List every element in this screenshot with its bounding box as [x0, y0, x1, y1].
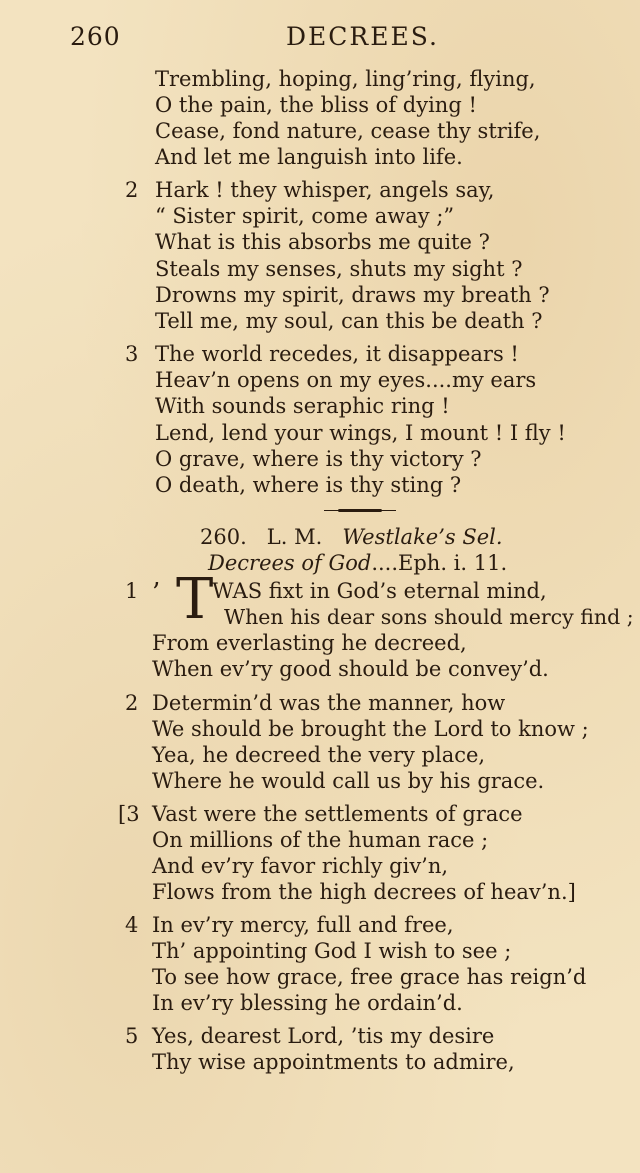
- verse-line: Drowns my spirit, draws my breath ?: [155, 283, 550, 307]
- verse-line: With sounds seraphic ring !: [155, 394, 450, 418]
- verse-line: In ev’ry blessing he ordain’d.: [152, 991, 463, 1015]
- page-header: [70, 22, 590, 62]
- verse-line: Yea, he decreed the very place,: [152, 743, 486, 767]
- hymn-number: 260.: [200, 525, 247, 549]
- verse-line: O death, where is thy sting ?: [155, 473, 462, 497]
- verse-line: Determin’d was the manner, how: [152, 691, 506, 715]
- verse-line: Heav’n opens on my eyes....my ears: [155, 368, 537, 392]
- verse-number: 5: [125, 1024, 139, 1048]
- hymn-tune: Westlake’s Sel.: [342, 525, 503, 549]
- verse-line: Vast were the settlements of grace: [152, 802, 523, 826]
- verse-line: And let me languish into life.: [155, 145, 463, 169]
- verse-number: 3: [125, 342, 139, 366]
- hymn-subject: Decrees of God: [208, 551, 372, 575]
- verse-line: Thy wise appointments to admire,: [152, 1050, 515, 1074]
- verse-line: To see how grace, free grace has reign’d: [152, 965, 587, 989]
- verse-line: “ Sister spirit, come away ;”: [155, 204, 455, 228]
- verse-line: Where he would call us by his grace.: [152, 769, 545, 793]
- verse-number: 1: [125, 579, 139, 603]
- verse-line: Steals my senses, shuts my sight ?: [155, 257, 523, 281]
- verse-line: From everlasting he decreed,: [152, 631, 467, 655]
- verse-number: 4: [125, 913, 139, 937]
- verse-number: [3: [118, 802, 140, 826]
- hymn-meter: L. M.: [266, 525, 323, 549]
- verse-line: Cease, fond nature, cease thy strife,: [155, 119, 541, 143]
- running-title: DECREES.: [286, 22, 439, 51]
- verse-line: Flows from the high decrees of heav’n.]: [152, 880, 576, 904]
- opening-apostrophe: ’: [152, 578, 161, 608]
- verse-line: We should be brought the Lord to know ;: [152, 717, 589, 741]
- hymn-subject-line: [208, 550, 507, 576]
- verse-line: The world recedes, it disappears !: [155, 342, 519, 366]
- verse-line: What is this absorbs me quite ?: [155, 230, 490, 254]
- verse-line: WAS fixt in God’s eternal mind,: [212, 579, 547, 603]
- verse-line: When his dear sons should mercy find ;: [224, 605, 634, 629]
- verse-line: And ev’ry favor richly giv’n,: [152, 854, 449, 878]
- verse-number: 2: [125, 691, 139, 715]
- verse-line: Tell me, my soul, can this be death ?: [155, 309, 543, 333]
- verse-line: When ev’ry good should be convey’d.: [152, 657, 549, 681]
- verse-number: 2: [125, 178, 139, 202]
- page-number: 260: [70, 22, 121, 51]
- verse-line: Yes, dearest Lord, ’tis my desire: [152, 1024, 495, 1048]
- hymn-reference: ....Eph. i. 11.: [371, 551, 508, 575]
- verse-line: O the pain, the bliss of dying !: [155, 93, 477, 117]
- drop-cap: T: [176, 567, 214, 632]
- verse-line: Th’ appointing God I wish to see ;: [152, 939, 512, 963]
- verse-line: Lend, lend your wings, I mount ! I fly !: [155, 421, 566, 445]
- verse-line: On millions of the human race ;: [152, 828, 489, 852]
- section-divider: [338, 509, 382, 512]
- verse-line: O grave, where is thy victory ?: [155, 447, 482, 471]
- verse-line: Hark ! they whisper, angels say,: [155, 178, 495, 202]
- verse-line: Trembling, hoping, ling’ring, flying,: [155, 67, 536, 91]
- hymn-heading: [200, 524, 503, 550]
- verse-line: In ev’ry mercy, full and free,: [152, 913, 454, 937]
